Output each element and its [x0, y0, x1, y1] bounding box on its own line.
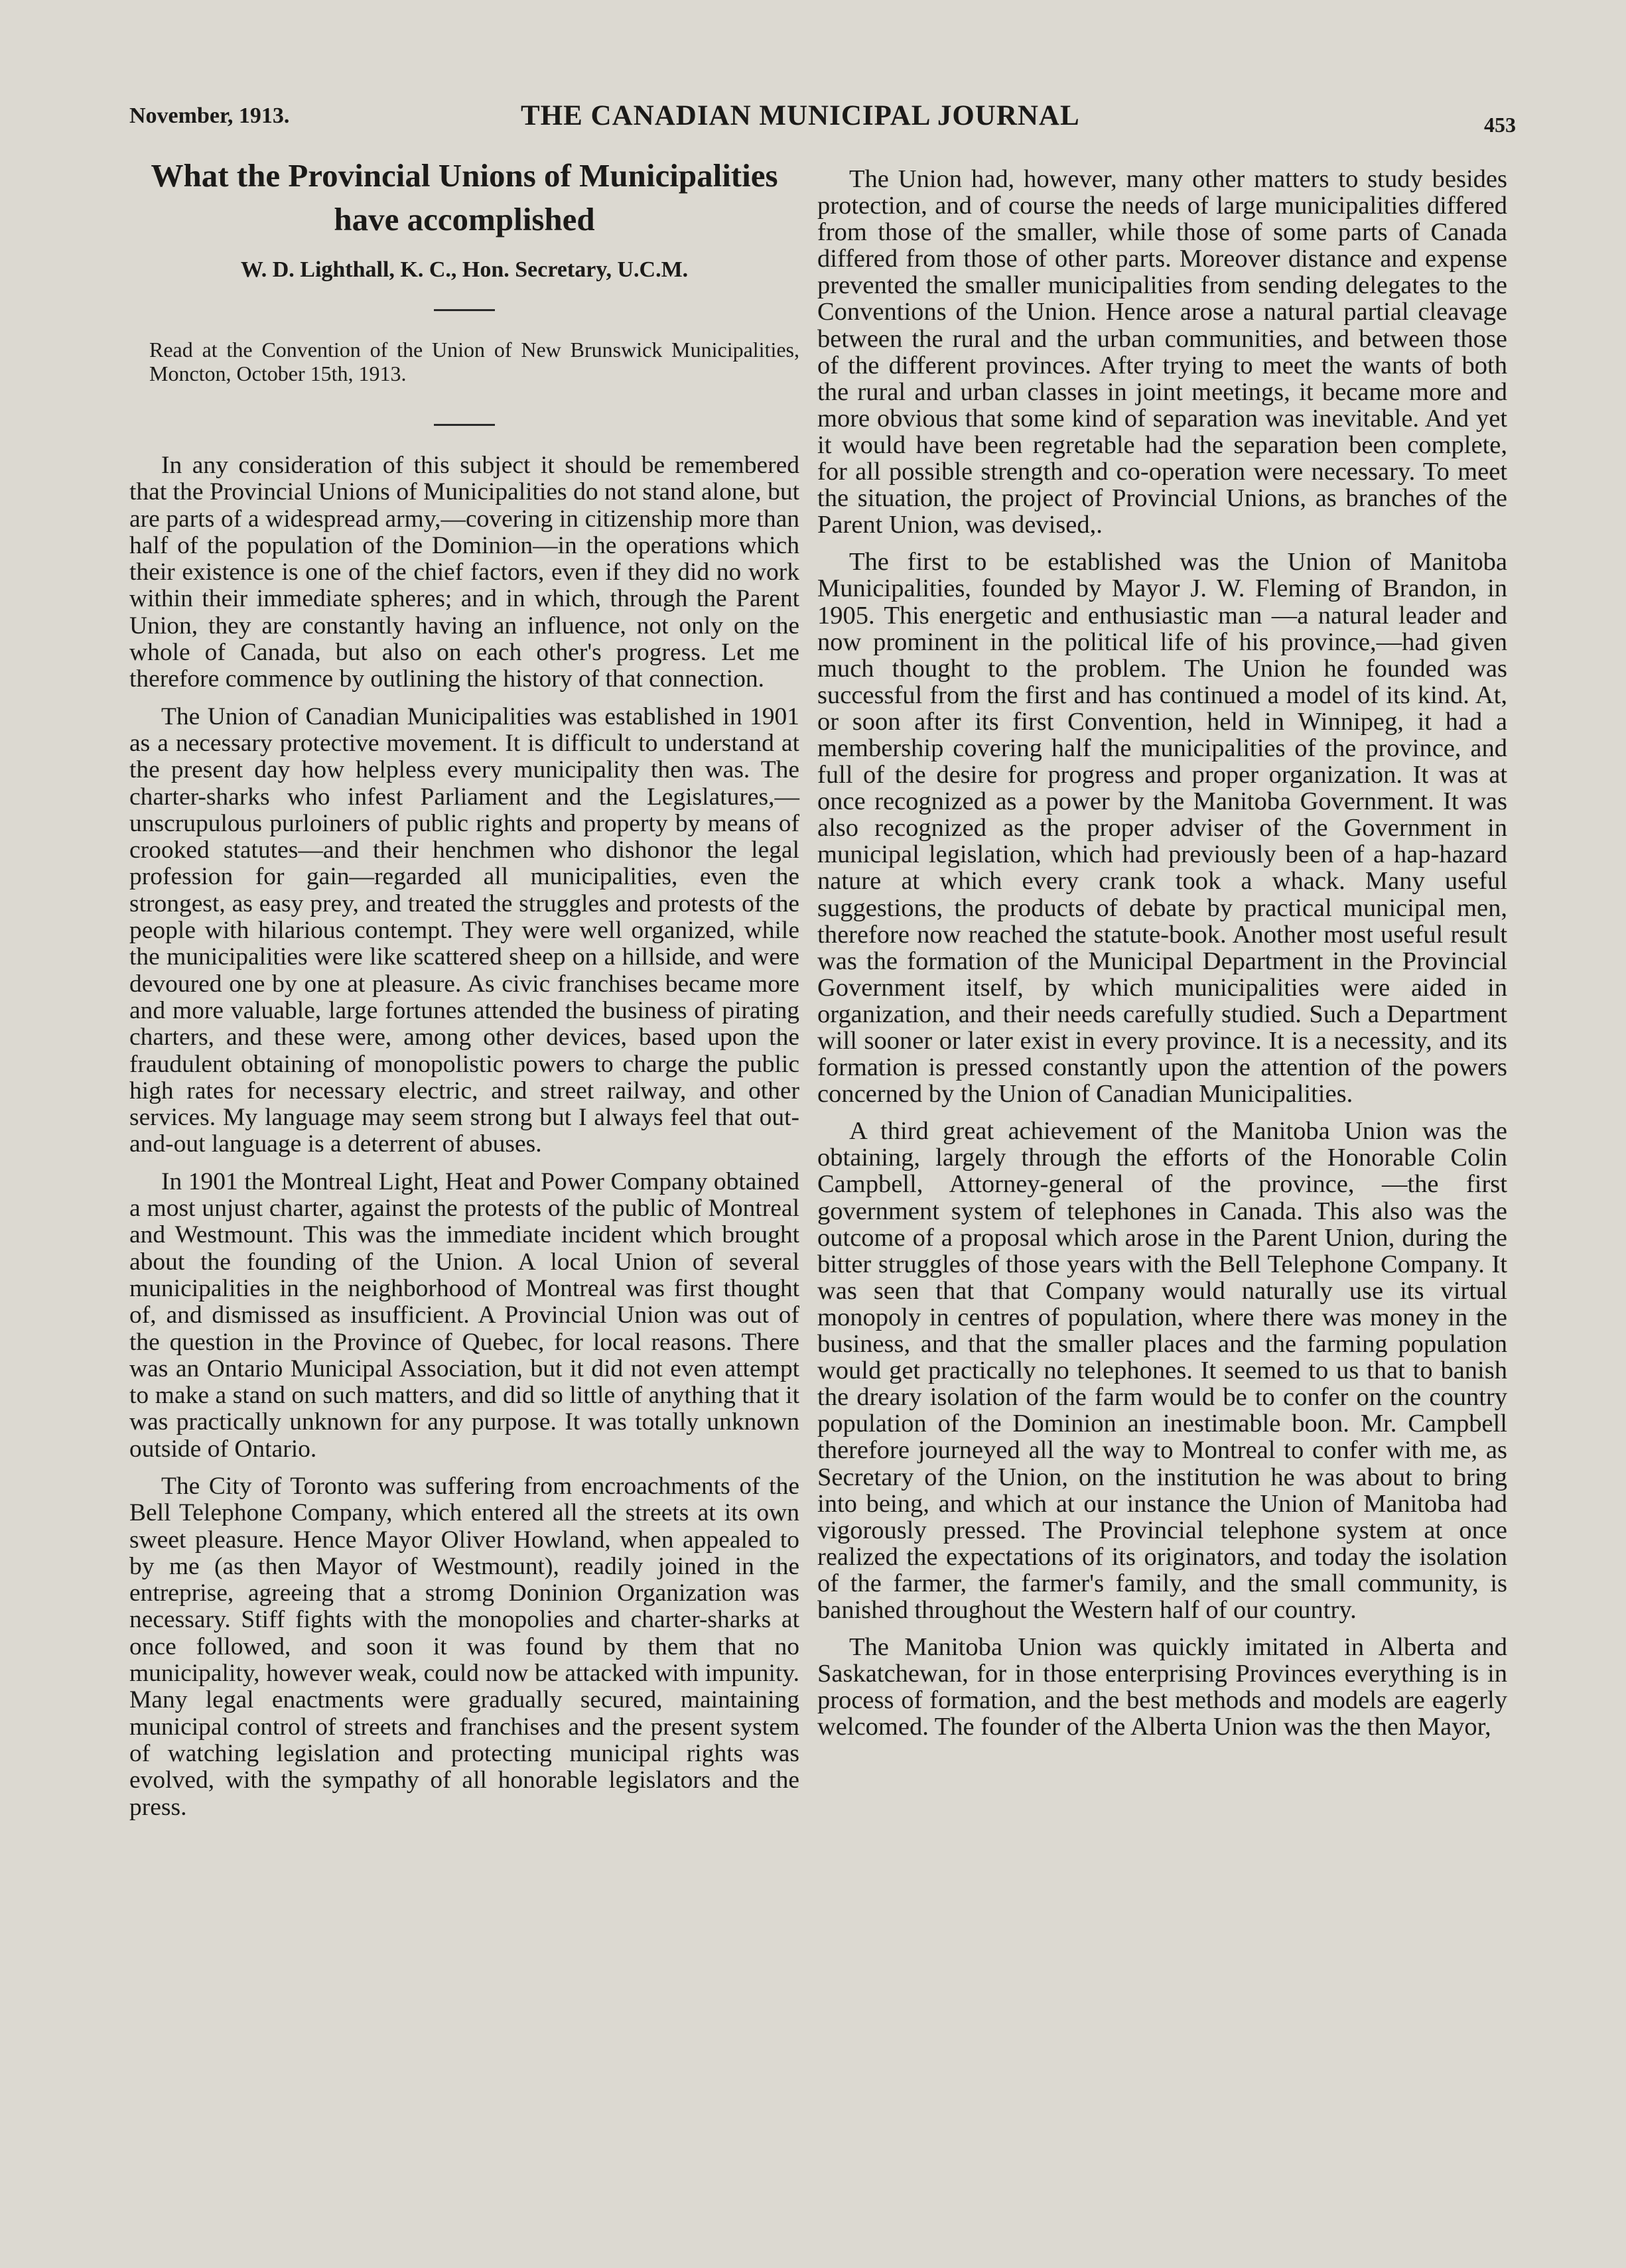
divider-rule [434, 424, 495, 426]
paragraph: In any consideration of this subject it should be remembered that the Provincial Unions of Municipalities do not stand alone, but are parts of a widespread army,—covering in citizenship more than half of the population of the Dominion—in the operations which their existence is one of the chief factors, even if they did no work within their immediate spheres; and in which, through the Parent Union, they are constantly having an influence, not only on the whole of Canada, but also on each other's progress. Let me therefore commence by outlining the history of that connection. [129, 452, 799, 693]
paragraph: The first to be established was the Union of Manitoba Municipalities, founded by Mayor J. W. Fleming of Brandon, in 1905. This energetic and enthusiastic man —a natural leader and now prominent in the political life of his province,—had given much thought to the problem. The Union he founded was successful from the first and has continued a model of its kind. At, or soon after its first Convention, held in Winnipeg, it had a membership covering half the municipalities of the province, and full of the desire for progress and proper organization. It was at once recognized as a power by the Manitoba Government. It was also recognized as the proper adviser of the Government in municipal legislation, which had previously been of a hap-hazard nature at which every crank took a whack. Many useful suggestions, the products of debate by practical municipal men, therefore now reached the statute-book. Another most useful result was the formation of the Municipal Department in the Provincial Government itself, by which municipalities were aided in organization, and their needs carefully studied. Such a Department will sooner or later exist in every province. It is a necessity, and its formation is pressed constantly upon the attention of the powers concerned by the Union of Canadian Municipalities. [817, 548, 1507, 1108]
article-title: What the Provincial Unions of Municipalities have accomplished [151, 157, 778, 237]
article-byline: W. D. Lighthall, K. C., Hon. Secretary, U.C.M. [240, 257, 689, 282]
paragraph: The Manitoba Union was quickly imitated in Alberta and Saskatchewan, for in those enterprising Provinces everything is in process of formation, and the best methods and models are eagerly welcomed. The founder of the Alberta Union was the then Mayor, [817, 1633, 1507, 1741]
left-column [129, 154, 799, 1832]
paragraph: The City of Toronto was suffering from encroachments of the Bell Telephone Company, which entered all the streets at its own sweet pleasure. Hence Mayor Oliver Howland, when appealed to by me (as then Mayor of Westmount), readily joined in the entreprise, agreeing that a stromg Doninion Organization was necessary. Stiff fights with the monopolies and charter-sharks at once followed, and soon it was found by them that no municipality, however weak, could now be attacked with impunity. Many legal enactments were gradually secured, maintaining municipal control of streets and franchises and the present system of watching legislation and protecting municipal rights was evolved, with the sympathy of all honorable legislators and the press. [129, 1472, 799, 1821]
right-column [817, 166, 1507, 1751]
paragraph: The Union had, however, many other matters to study besides protection, and of course the needs of large municipalities differed from those of the smaller, while those of some parts of Canada differed from those of other parts. Moreover distance and expense prevented the smaller municipalities from sending delegates to the Conventions of the Union. Hence arose a natural partial cleavage between the rural and the urban communities, and between those of the different provinces. After trying to meet the wants of both the rural and urban classes in joint meetings, it became more and more obvious that some kind of separation was inevitable. And yet it would have been regretable had the separation been complete, for all possible strength and co-operation were necessary. To meet the situation, the project of Provincial Unions, as branches of the Parent Union, was devised,. [817, 165, 1507, 539]
running-head [129, 100, 1516, 139]
page-number: 453 [1484, 113, 1516, 137]
journal-title: THE CANADIAN MUNICIPAL JOURNAL [521, 100, 1080, 131]
paragraph: The Union of Canadian Municipalities was established in 1901 as a necessary protective movement. It is difficult to understand at the present day how helpless every municipality then was. The charter-sharks who infest Parliament and the Legislatures,—unscrupulous purloiners of public rights and property by means of crooked statutes—and their henchmen who dishonor the legal profession for gain—regarded all municipalities, even the strongest, as easy prey, and treated the struggles and protests of the people with hilarious contempt. They were well organized, while the municipalities were like scattered sheep on a hillside, and were devoured one by one at pleasure. As civic franchises became more and more valuable, large fortunes attended the business of pirating charters, and these were, among other devices, based upon the fraudulent obtaining of monopolistic powers to charge the public high rates for necessary electric, and street railway, and other services. My language may seem strong but I always feel that out-and-out language is a deterrent of abuses. [129, 702, 799, 1158]
read-at-note: Read at the Convention of the Union of New Brunswick Municipalities, Moncton, October 15th, 1913. [149, 338, 799, 385]
paragraph: A third great achievement of the Manitoba Union was the obtaining, largely through the efforts of the Honorable Colin Campbell, Attorney-general of the province, —the first government system of telephones in Canada. This also was the outcome of a proposal which arose in the Parent Union, during the bitter struggles of those years with the Bell Telephone Company. It was seen that that Company would naturally use its virtual monopoly in centres of population, where there was money in the business, and that the smaller places and the farming population would get practically no telephones. It seemed to us that to banish the dreary isolation of the farm would be to confer on the country population of the Dominion an inestimable boon. Mr. Campbell therefore journeyed all the way to Montreal to confer with me, as Secretary of the Union, on the institution he was about to bring into being, and which at our instance the Union of Manitoba had vigorously pressed. The Provincial telephone system at once realized the expectations of its originators, and today the isolation of the farmer, the farmer's family, and the small community, is banished throughout the Western half of our country. [817, 1117, 1507, 1624]
issue-date: November, 1913. [129, 103, 290, 128]
divider-rule [434, 309, 495, 311]
paragraph: In 1901 the Montreal Light, Heat and Power Company obtained a most unjust charter, against the protests of the public of Montreal and Westmount. This was the immediate incident which brought about the founding of the Union. A local Union of several municipalities in the neighborhood of Montreal was first thought of, and dismissed as insufficient. A Provincial Union was out of the question in the Province of Quebec, for local reasons. There was an Ontario Municipal Association, but it did not even attempt to make a stand on such matters, and did so little of anything that it was practically unknown for any purpose. It was totally unknown outside of Ontario. [129, 1167, 799, 1463]
